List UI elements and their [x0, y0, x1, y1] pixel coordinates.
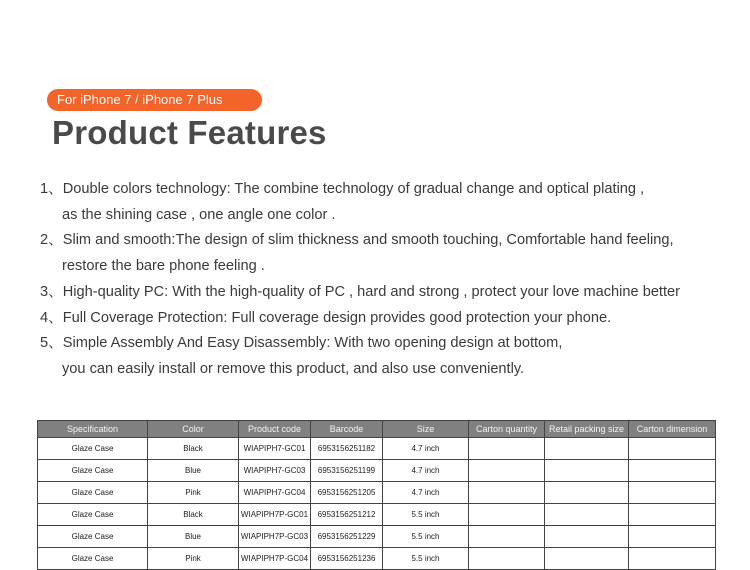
- feature-number: 2、: [40, 232, 63, 249]
- cell-carton-dimension: [629, 548, 716, 570]
- cell-product-code: WIAPIPH7P-GC04: [239, 548, 311, 570]
- header-carton-quantity: Carton quantity: [469, 421, 545, 438]
- cell-color: Blue: [148, 460, 239, 482]
- header-specification: Specification: [38, 421, 148, 438]
- feature-item: [40, 177, 740, 228]
- cell-carton-quantity: [469, 526, 545, 548]
- feature-text-continued: restore the bare phone feeling .: [62, 258, 265, 275]
- cell-specification: Glaze Case: [38, 438, 148, 460]
- cell-retail-packing-size: [545, 504, 629, 526]
- header-carton-dimension: Carton dimension: [629, 421, 716, 438]
- cell-color: Blue: [148, 526, 239, 548]
- cell-retail-packing-size: [545, 460, 629, 482]
- table-row: [38, 482, 716, 504]
- cell-product-code: WIAPIPH7P-GC03: [239, 526, 311, 548]
- feature-text-continued: as the shining case , one angle one color .: [62, 206, 336, 223]
- cell-specification: Glaze Case: [38, 482, 148, 504]
- feature-text: High-quality PC: With the high-quality of PC , hard and strong , protect your love machine better: [62, 283, 681, 300]
- cell-size: 4.7 inch: [383, 460, 469, 482]
- feature-text: Full Coverage Protection: Full coverage design provides good protection your phone.: [62, 309, 612, 326]
- table-header-row: [38, 421, 716, 438]
- header-size: Size: [383, 421, 469, 438]
- cell-barcode: 6953156251229: [311, 526, 383, 548]
- feature-list: [40, 177, 740, 383]
- table-row: [38, 504, 716, 526]
- cell-carton-quantity: [469, 504, 545, 526]
- spec-table: [37, 420, 716, 570]
- header-color: Color: [148, 421, 239, 438]
- cell-retail-packing-size: [545, 438, 629, 460]
- feature-number: 4、: [40, 309, 63, 326]
- feature-number: 3、: [40, 283, 63, 300]
- cell-carton-quantity: [469, 548, 545, 570]
- cell-carton-dimension: [629, 460, 716, 482]
- feature-item: [40, 331, 740, 382]
- cell-color: Pink: [148, 482, 239, 504]
- feature-text: Slim and smooth:The design of slim thickness and smooth touching, Comfortable hand feeling,: [62, 232, 674, 249]
- cell-product-code: WIAPIPH7-GC04: [239, 482, 311, 504]
- cell-specification: Glaze Case: [38, 504, 148, 526]
- cell-carton-quantity: [469, 482, 545, 504]
- cell-size: 5.5 inch: [383, 504, 469, 526]
- feature-item: [40, 306, 740, 332]
- cell-specification: Glaze Case: [38, 548, 148, 570]
- compatibility-banner: [47, 89, 262, 111]
- cell-size: 5.5 inch: [383, 548, 469, 570]
- header-barcode: Barcode: [311, 421, 383, 438]
- cell-barcode: 6953156251212: [311, 504, 383, 526]
- cell-product-code: WIAPIPH7-GC03: [239, 460, 311, 482]
- cell-carton-dimension: [629, 482, 716, 504]
- page-title: Product Features: [52, 114, 327, 151]
- feature-text: Simple Assembly And Easy Disassembly: With two opening design at bottom,: [62, 335, 563, 352]
- cell-specification: Glaze Case: [38, 460, 148, 482]
- cell-carton-quantity: [469, 438, 545, 460]
- cell-product-code: WIAPIPH7P-GC01: [239, 504, 311, 526]
- cell-barcode: 6953156251236: [311, 548, 383, 570]
- cell-size: 5.5 inch: [383, 526, 469, 548]
- feature-item: [40, 280, 740, 306]
- cell-barcode: 6953156251182: [311, 438, 383, 460]
- compatibility-banner-label: For iPhone 7 / iPhone 7 Plus: [57, 92, 223, 107]
- cell-size: 4.7 inch: [383, 438, 469, 460]
- cell-retail-packing-size: [545, 482, 629, 504]
- cell-barcode: 6953156251205: [311, 482, 383, 504]
- cell-retail-packing-size: [545, 548, 629, 570]
- feature-number: 5、: [40, 335, 63, 352]
- cell-carton-dimension: [629, 526, 716, 548]
- table-row: [38, 438, 716, 460]
- cell-carton-dimension: [629, 438, 716, 460]
- feature-text: Double colors technology: The combine technology of gradual change and optical plating ,: [62, 181, 645, 197]
- header-retail-packing-size: Retail packing size: [545, 421, 629, 438]
- feature-text-continued: you can easily install or remove this product, and also use conveniently.: [62, 360, 525, 377]
- header-product-code: Product code: [239, 421, 311, 438]
- cell-color: Black: [148, 438, 239, 460]
- cell-product-code: WIAPIPH7-GC01: [239, 438, 311, 460]
- cell-color: Pink: [148, 548, 239, 570]
- cell-carton-dimension: [629, 504, 716, 526]
- cell-retail-packing-size: [545, 526, 629, 548]
- feature-number: 1、: [40, 181, 63, 197]
- table-row: [38, 526, 716, 548]
- cell-carton-quantity: [469, 460, 545, 482]
- table-row: [38, 460, 716, 482]
- cell-size: 4.7 inch: [383, 482, 469, 504]
- cell-barcode: 6953156251199: [311, 460, 383, 482]
- cell-specification: Glaze Case: [38, 526, 148, 548]
- table-row: [38, 548, 716, 570]
- cell-color: Black: [148, 504, 239, 526]
- feature-item: [40, 228, 740, 279]
